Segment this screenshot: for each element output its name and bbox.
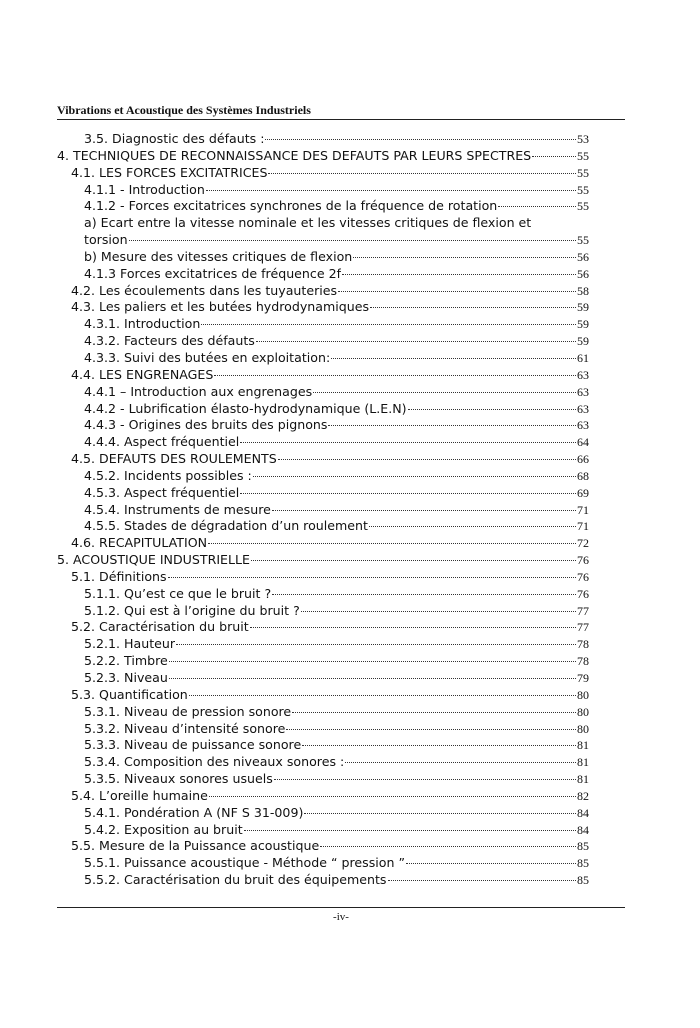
- toc-dot-leader: [406, 863, 576, 864]
- toc-entry-page: 81: [577, 772, 589, 787]
- toc-dot-leader: [388, 880, 577, 881]
- toc-entry[interactable]: [57, 670, 589, 687]
- toc-entry[interactable]: [57, 754, 589, 771]
- toc-entry[interactable]: [57, 384, 589, 401]
- toc-entry[interactable]: [57, 232, 589, 249]
- toc-entry-title: 5. ACOUSTIQUE INDUSTRIELLE: [57, 552, 250, 568]
- toc-entry-page: 66: [577, 452, 589, 467]
- toc-entry-page: 80: [577, 721, 589, 736]
- toc-entry[interactable]: [57, 569, 589, 586]
- toc-entry[interactable]: [57, 350, 589, 367]
- toc-entry-title: 4.3.1. Introduction: [84, 316, 201, 332]
- toc-entry-title: 5.5. Mesure de la Puissance acoustique: [71, 838, 320, 854]
- toc-entry-title: 4.5.3. Aspect fréquentiel: [84, 484, 240, 500]
- toc-entry[interactable]: [57, 771, 589, 788]
- toc-dot-leader: [176, 644, 576, 645]
- toc-entry-page: 84: [577, 822, 589, 837]
- toc-entry[interactable]: [57, 822, 589, 839]
- toc-dot-leader: [532, 156, 576, 157]
- toc-dot-leader: [250, 627, 576, 628]
- toc-dot-leader: [214, 375, 576, 376]
- toc-dot-leader: [240, 442, 576, 443]
- toc-entry[interactable]: [57, 434, 589, 451]
- toc-entry[interactable]: [57, 872, 589, 889]
- toc-entry-title: 5.5.2. Caractérisation du bruit des équipements: [84, 872, 387, 888]
- toc-entry-title: 5.3.2. Niveau d’intensité sonore: [84, 720, 286, 736]
- toc-entry-title: 4.6. RECAPITULATION: [71, 535, 208, 551]
- toc-entry-title: 4.3. Les paliers et les butées hydrodynamiques: [71, 299, 370, 315]
- toc-dot-leader: [272, 594, 576, 595]
- toc-dot-leader: [304, 813, 576, 814]
- toc-entry-title: 4.5.5. Stades de dégradation d’un roulement: [84, 518, 368, 534]
- toc-entry[interactable]: [57, 182, 589, 199]
- toc-entry-title: 5.4. L’oreille humaine: [71, 787, 208, 803]
- toc-entry[interactable]: [57, 704, 589, 721]
- toc-entry-title: 4.5. DEFAUTS DES ROULEMENTS: [71, 451, 277, 467]
- toc-entry-title: 5.3.5. Niveaux sonores usuels: [84, 771, 273, 787]
- toc-dot-leader: [265, 139, 576, 140]
- toc-entry-page: 76: [577, 586, 589, 601]
- toc-entry[interactable]: [57, 518, 589, 535]
- toc-dot-leader: [342, 274, 576, 275]
- toc-dot-leader: [206, 190, 576, 191]
- toc-entry-page: 55: [577, 165, 589, 180]
- toc-entry[interactable]: [57, 653, 589, 670]
- toc-entry-title: a) Ecart entre la vitesse nominale et les vitesses critiques de flexion et: [84, 215, 532, 231]
- toc-entry[interactable]: [57, 855, 589, 872]
- toc-entry-title: 5.3.4. Composition des niveaux sonores :: [84, 754, 345, 770]
- toc-entry-page: 85: [577, 873, 589, 888]
- toc-entry-page: 81: [577, 755, 589, 770]
- toc-entry-title: 5.2.2. Timbre: [84, 653, 168, 669]
- toc-entry-page: 63: [577, 401, 589, 416]
- toc-entry[interactable]: [57, 838, 589, 855]
- toc-entry-title: 5.1. Définitions: [71, 568, 167, 584]
- toc-entry-title: 4.5.2. Incidents possibles :: [84, 467, 252, 483]
- toc-entry-title: b) Mesure des vitesses critiques de flexion: [84, 248, 353, 264]
- toc-dot-leader: [278, 459, 576, 460]
- toc-entry-page: 56: [577, 249, 589, 264]
- toc-entry-title: 5.3.1. Niveau de pression sonore: [84, 703, 292, 719]
- toc-entry[interactable]: [57, 266, 589, 283]
- toc-entry[interactable]: [57, 485, 589, 502]
- toc-entry-page: 68: [577, 468, 589, 483]
- toc-dot-leader: [353, 257, 576, 258]
- toc-entry-title: 4.3.2. Facteurs des défauts: [84, 333, 255, 349]
- toc-dot-leader: [201, 324, 576, 325]
- toc-entry[interactable]: [57, 367, 589, 384]
- toc-entry-page: 79: [577, 671, 589, 685]
- toc-dot-leader: [244, 830, 576, 831]
- toc-dot-leader: [292, 712, 576, 713]
- toc-entry-page: 85: [577, 856, 589, 871]
- toc-dot-leader: [240, 493, 576, 494]
- toc-entry[interactable]: [57, 401, 589, 418]
- toc-entry-title: 5.2.1. Hauteur: [84, 636, 176, 652]
- toc-dot-leader: [286, 729, 576, 730]
- toc-entry[interactable]: [57, 687, 589, 704]
- toc-entry-page: 78: [577, 654, 589, 669]
- toc-entry-title: 4.4. LES ENGRENAGES: [71, 366, 214, 382]
- toc-dot-leader: [328, 425, 576, 426]
- toc-entry-title: 5.2.3. Niveau: [84, 670, 168, 685]
- toc-entry-page: 61: [577, 350, 589, 365]
- toc-entry-page: 56: [577, 266, 589, 281]
- toc-entry-title: 5.2. Caractérisation du bruit: [71, 619, 249, 635]
- toc-dot-leader: [251, 560, 576, 561]
- toc-dot-leader: [331, 358, 576, 359]
- toc-entry-page: 71: [577, 502, 589, 517]
- toc-entry[interactable]: [57, 316, 589, 333]
- toc-entry[interactable]: [57, 249, 589, 266]
- toc-entry-page: 53: [577, 132, 589, 146]
- toc-entry-page: 84: [577, 805, 589, 820]
- toc-dot-leader: [313, 392, 576, 393]
- page-number: -iv-: [57, 907, 625, 923]
- toc-entry-page: 71: [577, 519, 589, 534]
- toc-entry-page: 78: [577, 637, 589, 652]
- toc-dot-leader: [498, 206, 576, 207]
- toc-entry-title: 5.4.2. Exposition au bruit: [84, 821, 243, 837]
- toc-entry-title: 4. TECHNIQUES DE RECONNAISSANCE DES DEFAUTS PAR LEURS SPECTRES: [57, 147, 532, 163]
- toc-entry[interactable]: [57, 535, 589, 552]
- toc-dot-leader: [302, 745, 576, 746]
- toc-dot-leader: [253, 476, 576, 477]
- toc-entry-page: 63: [577, 367, 589, 382]
- toc-entry-page: 64: [577, 435, 589, 450]
- toc-entry-page: 80: [577, 687, 589, 702]
- toc-entry-page: 59: [577, 317, 589, 332]
- toc-entry-page: 55: [577, 199, 589, 214]
- toc-entry[interactable]: [57, 788, 589, 805]
- toc-dot-leader: [208, 543, 576, 544]
- toc-entry-page: 82: [577, 788, 589, 803]
- toc-dot-leader: [345, 762, 576, 763]
- toc-entry-page: 76: [577, 553, 589, 568]
- table-of-contents: [57, 131, 589, 889]
- toc-dot-leader: [129, 240, 576, 241]
- toc-entry-page: 77: [577, 620, 589, 635]
- toc-dot-leader: [408, 409, 576, 410]
- toc-entry-title: 5.1.2. Qui est à l’origine du bruit ?: [84, 602, 300, 618]
- toc-entry-title: 5.3.3. Niveau de puissance sonore: [84, 737, 302, 753]
- toc-entry-page: 69: [577, 485, 589, 500]
- toc-entry[interactable]: [57, 468, 589, 485]
- toc-entry-page: 63: [577, 418, 589, 433]
- toc-entry-title: 5.3. Quantification: [71, 686, 188, 702]
- toc-entry-title: 4.1. LES FORCES EXCITATRICES: [71, 164, 268, 180]
- toc-entry-title: 5.1.1. Qu’est ce que le bruit ?: [84, 585, 272, 601]
- toc-entry-page: 81: [577, 738, 589, 753]
- toc-entry[interactable]: [57, 198, 589, 215]
- toc-entry[interactable]: [57, 502, 589, 519]
- toc-entry-page: 63: [577, 384, 589, 399]
- toc-dot-leader: [301, 611, 576, 612]
- toc-entry[interactable]: [57, 737, 589, 754]
- toc-entry-page: 59: [577, 300, 589, 315]
- toc-entry-title: 4.4.4. Aspect fréquentiel: [84, 434, 240, 450]
- toc-dot-leader: [169, 678, 576, 679]
- toc-entry-page: 55: [577, 233, 589, 248]
- toc-dot-leader: [256, 341, 576, 342]
- toc-entry-title: 4.3.3. Suivi des butées en exploitation:: [84, 349, 331, 365]
- toc-entry-title: 4.5.4. Instruments de mesure: [84, 501, 271, 517]
- toc-entry-title: 5.4.1. Pondération A (NF S 31-009): [84, 804, 304, 820]
- toc-entry[interactable]: [57, 417, 589, 434]
- toc-entry-page: 85: [577, 839, 589, 854]
- toc-entry-page: 77: [577, 603, 589, 618]
- toc-entry[interactable]: [57, 636, 589, 653]
- toc-entry-title: 5.5.1. Puissance acoustique - Méthode “ pression ”: [84, 855, 405, 871]
- toc-entry-title: 4.4.1 – Introduction aux engrenages: [84, 383, 313, 399]
- toc-entry-title: 4.1.1 - Introduction: [84, 181, 205, 197]
- toc-entry[interactable]: [57, 165, 589, 182]
- toc-dot-leader: [338, 291, 576, 292]
- toc-entry-page: 76: [577, 569, 589, 584]
- toc-entry[interactable]: [57, 552, 589, 569]
- toc-entry-title: 4.4.2 - Lubrification élasto-hydrodynamique (L.E.N): [84, 400, 407, 416]
- toc-entry-title: 4.2. Les écoulements dans les tuyauteries: [71, 282, 338, 298]
- toc-entry-title: torsion: [84, 232, 128, 248]
- toc-entry-title: 3.5. Diagnostic des défauts :: [84, 131, 265, 146]
- toc-entry[interactable]: [57, 283, 589, 300]
- toc-dot-leader: [189, 695, 576, 696]
- toc-entry[interactable]: [57, 721, 589, 738]
- toc-entry-title: 4.4.3 - Origines des bruits des pignons: [84, 417, 328, 433]
- toc-dot-leader: [169, 661, 576, 662]
- toc-entry-title: 4.1.2 - Forces excitatrices synchrones de la fréquence de rotation: [84, 198, 498, 214]
- toc-entry-page: 58: [577, 283, 589, 298]
- toc-entry[interactable]: [57, 131, 589, 148]
- toc-dot-leader: [274, 779, 576, 780]
- toc-entry-page: 55: [577, 148, 589, 163]
- toc-entry[interactable]: [57, 619, 589, 636]
- running-header: Vibrations et Acoustique des Systèmes Industriels: [57, 103, 625, 120]
- toc-entry[interactable]: [57, 451, 589, 468]
- toc-entry-page: 55: [577, 182, 589, 197]
- toc-entry[interactable]: [57, 299, 589, 316]
- toc-dot-leader: [370, 307, 576, 308]
- toc-entry[interactable]: [57, 805, 589, 822]
- toc-entry[interactable]: [57, 333, 589, 350]
- toc-dot-leader: [272, 510, 576, 511]
- toc-entry[interactable]: [57, 215, 589, 232]
- toc-entry[interactable]: [57, 148, 589, 165]
- toc-entry-page: 59: [577, 334, 589, 349]
- toc-dot-leader: [168, 577, 576, 578]
- toc-entry[interactable]: [57, 586, 589, 603]
- toc-dot-leader: [268, 173, 576, 174]
- toc-dot-leader: [320, 846, 576, 847]
- toc-entry-page: 72: [577, 536, 589, 551]
- toc-dot-leader: [369, 526, 576, 527]
- toc-entry-page: 80: [577, 704, 589, 719]
- toc-entry[interactable]: [57, 603, 589, 620]
- toc-dot-leader: [209, 796, 576, 797]
- toc-entry-title: 4.1.3 Forces excitatrices de fréquence 2f: [84, 265, 342, 281]
